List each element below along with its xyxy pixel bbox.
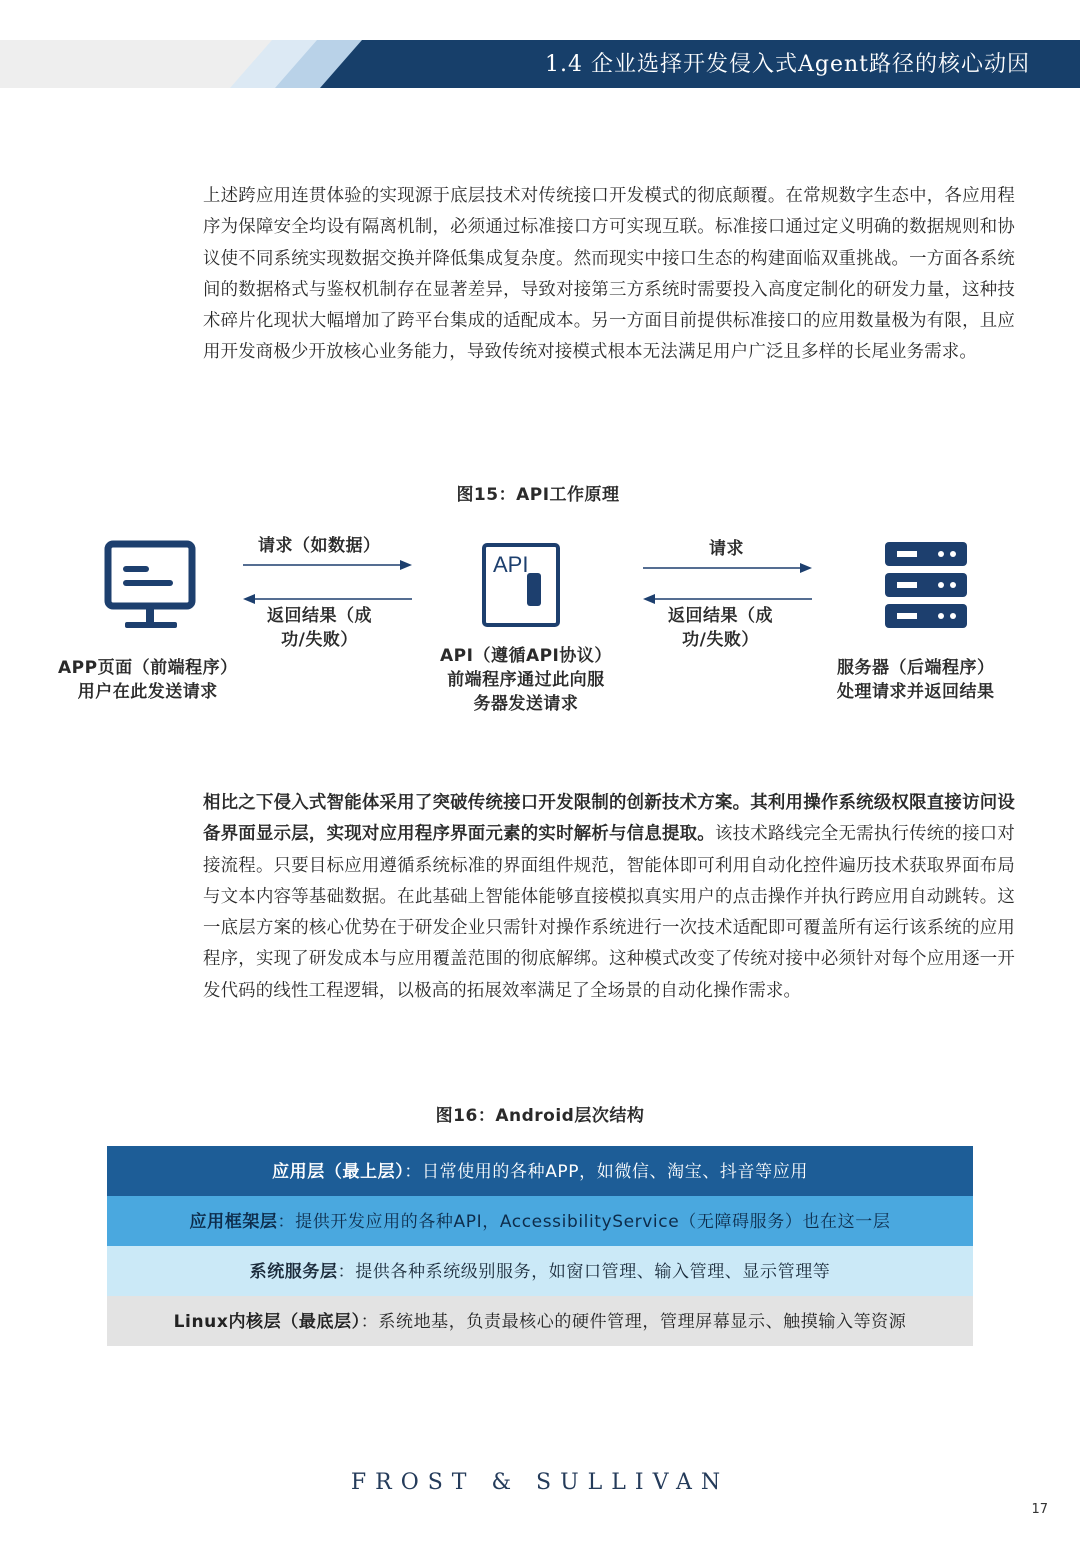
figure-16-title: 图16：Android层次结构	[435, 1106, 645, 1126]
label-left-request: 请求（如数据）	[258, 536, 381, 556]
arrow-right-request	[643, 563, 812, 573]
label-server: 服务器（后端程序） 处理请求并返回结果	[837, 658, 995, 702]
layer-desc: ：提供各种系统级别服务，如窗口管理、输入管理、显示管理等	[337, 1262, 831, 1282]
frost-sullivan-logo: FROST & SULLIVAN	[350, 1470, 730, 1495]
monitor-icon	[108, 544, 192, 628]
section-title: 1.4 企业选择开发侵入式Agent路径的核心动因	[545, 52, 1030, 77]
paragraph-2-rest: 该技术路线完全无需执行传统的接口对接流程。只要目标应用遵循系统标准的界面组件规范，智能体即可利用自动化控件遍历技术获取界面布局与文本内容等基础数据。在此基础上智能体能够直接模拟真实用户的点击操作并执行跨应用自动跳转。这一底层方案的核心优势在于研发企业只需针对操作系统进行一次技术适配即可覆盖所有运行该系统的应用程序，实现了研发成本与应用覆盖范围的彻底解绑。这种模式改变了传统对接中必须针对每个应用逐一开发代码的线性工程逻辑，以极高的拓展效率满足了全场景的自动化操作需求。	[203, 824, 1015, 1001]
api-diagram	[0, 530, 1080, 730]
server-icon	[885, 542, 967, 628]
layer-name: 系统服务层	[249, 1262, 338, 1282]
layer-linux-kernel	[107, 1296, 973, 1346]
body-paragraph-2	[203, 788, 1015, 1007]
body-paragraph-1: 上述跨应用连贯体验的实现源于底层技术对传统接口开发模式的彻底颠覆。在常规数字生态中，各应用程序为保障安全均设有隔离机制，必须通过标准接口方可实现互联。标准接口通过定义明确的数据规则和协议使不同系统实现数据交换并降低集成复杂度。然而现实中接口生态的构建面临双重挑战。一方面各系统间的数据格式与鉴权机制存在显著差异，导致对接第三方系统时需要投入高度定制化的研发力量，这种技术碎片化现状大幅增加了跨平台集成的适配成本。另一方面目前提供标准接口的应用数量极为有限，且应用开发商极少开放核心业务能力，导致传统对接模式根本无法满足用户广泛且多样的长尾业务需求。	[203, 186, 1015, 363]
layer-name: Linux内核层（最底层）	[173, 1312, 361, 1332]
label-right-request: 请求	[709, 539, 744, 559]
layer-name: 应用层（最上层）	[272, 1162, 405, 1182]
label-left-response: 返回结果（成 功/失败）	[267, 606, 372, 650]
arrow-right-response	[643, 594, 812, 604]
label-right-response: 返回结果（成 功/失败）	[668, 606, 773, 650]
label-api: API（遵循API协议） 前端程序通过此向服 务器发送请求	[440, 646, 612, 714]
figure-15-title: 图15：API工作原理	[456, 485, 620, 505]
arrow-left-request	[243, 560, 412, 570]
arrow-left-response	[243, 594, 412, 604]
layer-system-services	[107, 1246, 973, 1296]
paragraph-2-lead: 相比之下侵入式智能体采用了突破传统接口开发限制的创新技术方案。其利用操作系统级权限直接访问设备界面显示层，实现对应用程序界面元素的实时解析与信息提取。	[203, 793, 1015, 845]
api-icon-text: API	[493, 552, 529, 577]
label-app-page: APP页面（前端程序） 用户在此发送请求	[58, 658, 238, 702]
header-banner	[0, 40, 1080, 88]
layer-application	[107, 1146, 973, 1196]
layer-name: 应用框架层	[189, 1212, 278, 1232]
layer-desc: ：提供开发应用的各种API，AccessibilityService（无障碍服务）也在这一层	[277, 1212, 891, 1232]
layer-desc: ：系统地基，负责最核心的硬件管理，管理屏幕显示、触摸输入等资源	[360, 1312, 907, 1332]
layer-desc: ：日常使用的各种APP，如微信、淘宝、抖音等应用	[404, 1162, 808, 1182]
android-layer-table	[107, 1146, 973, 1346]
layer-framework	[107, 1196, 973, 1246]
page-number: 17	[1031, 1502, 1048, 1517]
